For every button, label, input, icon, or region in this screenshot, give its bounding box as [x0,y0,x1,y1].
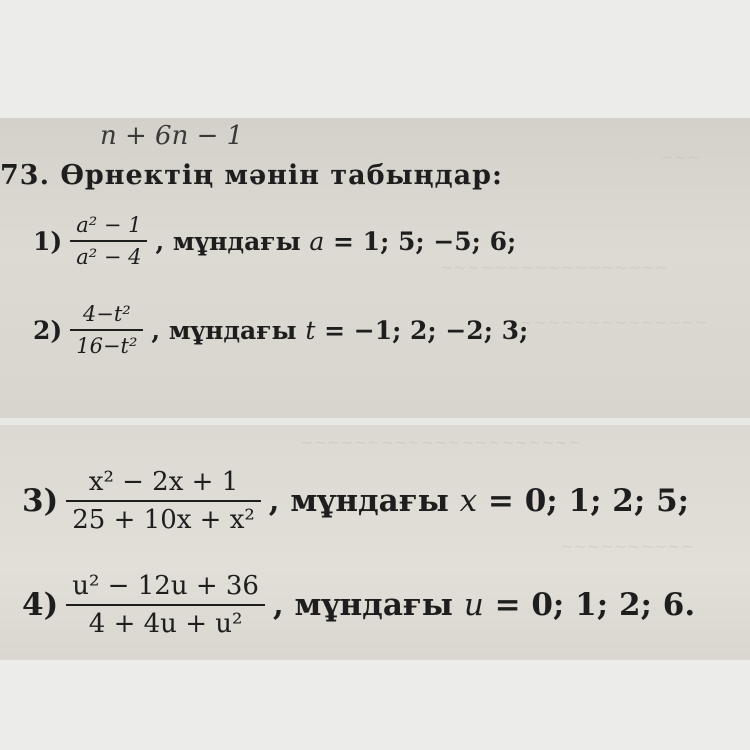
bleed-through-text: ~~~~~~~~~~ [560,537,695,556]
condition [155,227,516,256]
bleed-through-text: ~~~~~~~~~~~~~~ [520,313,708,332]
numerator: 4−t² [82,302,131,326]
where-word: , мұндағы [268,483,449,519]
variable: t [305,315,316,345]
previous-exercise-fragment: n + 6n − 1 [100,121,244,151]
item-number: 3) [22,483,59,519]
item-number: 1) [33,226,63,256]
values: = 0; 1; 2; 6. [494,587,696,623]
values: = −1; 2; −2; 3; [324,315,529,345]
denominator: 25 + 10x + x² [72,505,255,535]
condition [269,483,689,519]
fraction [66,571,265,639]
item-number: 2) [33,315,63,345]
values: = 1; 5; −5; 6; [333,226,517,256]
denominator: 16−t² [76,334,138,358]
condition [151,316,528,345]
exercise-item-3 [22,467,689,535]
fraction [66,467,261,535]
denominator: 4 + 4u + u² [88,609,243,639]
background-bottom [0,660,750,750]
item-number: 4) [22,587,59,623]
bleed-through-text: ~~~~~~~~~~~~~~~~~~~~~ [300,433,582,452]
background-top [0,0,750,118]
values: = 0; 1; 2; 5; [487,483,690,519]
where-word: , мұндағы [272,587,454,623]
variable: a [309,226,325,256]
where-word: , мұндағы [155,226,301,256]
condition [273,587,695,623]
exercise-item-4 [22,571,695,639]
variable: u [463,587,484,623]
numerator: u² − 12u + 36 [72,571,259,601]
where-word: , мұндағы [151,315,297,345]
fraction [70,213,147,269]
photo-upper-section [0,118,750,418]
exercise-item-2 [33,302,528,358]
fraction [70,302,143,358]
photo-lower-section [0,425,750,660]
exercise-heading: 73. Өрнектің мәнін табыңдар: [0,160,503,191]
variable: x [459,483,478,519]
numerator: x² − 2x + 1 [88,467,239,497]
exercise-item-1 [33,213,516,269]
bleed-through-text: ~~~~~~~~~~~~~~~~~ [440,258,668,277]
bleed-through-text: ~~~ [660,148,701,167]
denominator: a² − 4 [76,245,142,269]
numerator: a² − 1 [76,213,142,237]
